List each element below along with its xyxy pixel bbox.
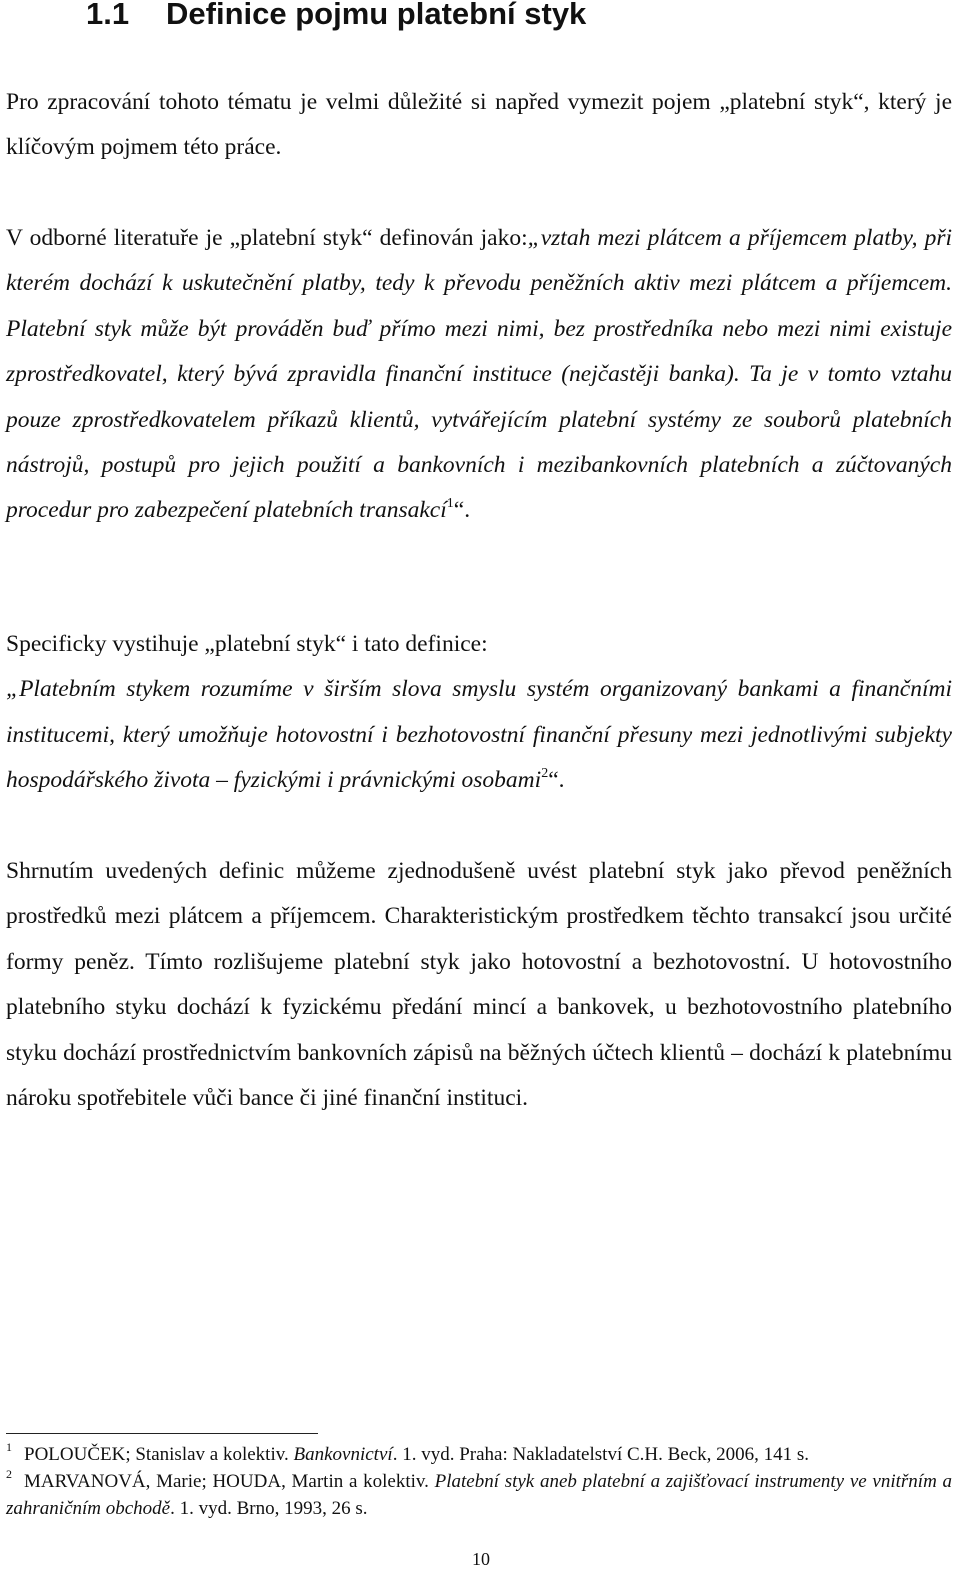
section-number: 1.1 xyxy=(86,0,130,31)
paragraph-2-intro: V odborné literatuře je „platební styk“ definován jako: xyxy=(6,225,528,251)
footnote-1-mark: 1 xyxy=(6,1440,12,1454)
footnote-2-mark: 2 xyxy=(6,1467,12,1481)
paragraph-3 xyxy=(6,622,952,804)
section-heading xyxy=(86,0,586,34)
footnote-1-details: . 1. vyd. Praha: Nakladatelství C.H. Beck, 2006, 141 s. xyxy=(392,1444,810,1465)
footnote-ref-2[interactable]: 2 xyxy=(541,766,549,782)
document-page xyxy=(6,0,952,1575)
section-title: Definice pojmu platební styk xyxy=(166,0,587,31)
footnote-2-title: Platební styk aneb platební a zajišťovací instrumenty ve vnitřním a zahraničním obchodě xyxy=(6,1471,953,1519)
quote-2: „Platebním stykem rozumíme v širším slova smyslu systém organizovaný bankami a finančními institucemi, který umožňuje hotovostní i bezhotovostní finanční přesuny mezi jednotlivými subjekty hospodářského života – fyzickými i právnickými osobami xyxy=(6,676,952,794)
footnote-2-details: . 1. vyd. Brno, 1993, 26 s. xyxy=(170,1498,368,1519)
quote-1-end: “. xyxy=(453,497,471,524)
footnote-1-title: Bankovnictví xyxy=(293,1444,393,1465)
page-number: 10 xyxy=(472,1549,490,1569)
quote-2-end: “. xyxy=(548,767,565,794)
paragraph-2 xyxy=(6,216,952,534)
paragraph-3-intro: Specificky vystihuje „platební styk“ i tato definice: xyxy=(6,631,488,657)
paragraph-1: Pro zpracování tohoto tématu je velmi důležité si napřed vymezit pojem „platební styk“, který je klíčovým pojmem této práce. xyxy=(6,89,952,161)
footnote-ref-1[interactable]: 1 xyxy=(446,496,454,512)
footnote-1 xyxy=(6,1441,952,1468)
footnote-2-authors: MARVANOVÁ, Marie; HOUDA, Martin a kolektiv. xyxy=(24,1471,429,1492)
quote-1: „vztah mezi plátcem a příjemcem platby, při kterém dochází k uskutečnění platby, tedy k převodu peněžních aktiv mezi plátcem a příjemcem. Platební styk může být prováděn buď přímo mezi nimi, bez prostředníka nebo mezi nimi existuje zprostředkovatel, který bývá zpravidla finanční instituce (nejčastěji banka). Ta je v tomto vztahu pouze zprostředkovatelem příkazů klientů, vytvářejícím platební systémy ze souborů platebních nástrojů, postupů pro jejich použití a bankovních i mezibankovních platebních a zúčtovaných procedur pro zabezpečení platebních transakcí xyxy=(6,225,952,524)
footnote-separator xyxy=(6,1433,318,1434)
footnote-2 xyxy=(6,1468,952,1522)
paragraph-4: Shrnutím uvedených definic můžeme zjednodušeně uvést platební styk jako převod peněžních prostředků mezi plátcem a příjemcem. Charakteristickým prostředkem těchto transakcí jsou určité formy peněz. Tímto rozlišujeme platební styk jako hotovostní a bezhotovostní. U hotovostního platebního styku dochází k fyzickému předání mincí a bankovek, u bezhotovostního platebního styku dochází prostřednictvím bankovních zápisů na běžných účtech klientů – dochází k platebnímu nároku spotřebitele vůči bance či jiné finanční instituci. xyxy=(6,858,952,1112)
footnotes xyxy=(6,1441,952,1522)
footnote-1-authors: POLOUČEK; Stanislav a kolektiv. xyxy=(24,1444,289,1465)
